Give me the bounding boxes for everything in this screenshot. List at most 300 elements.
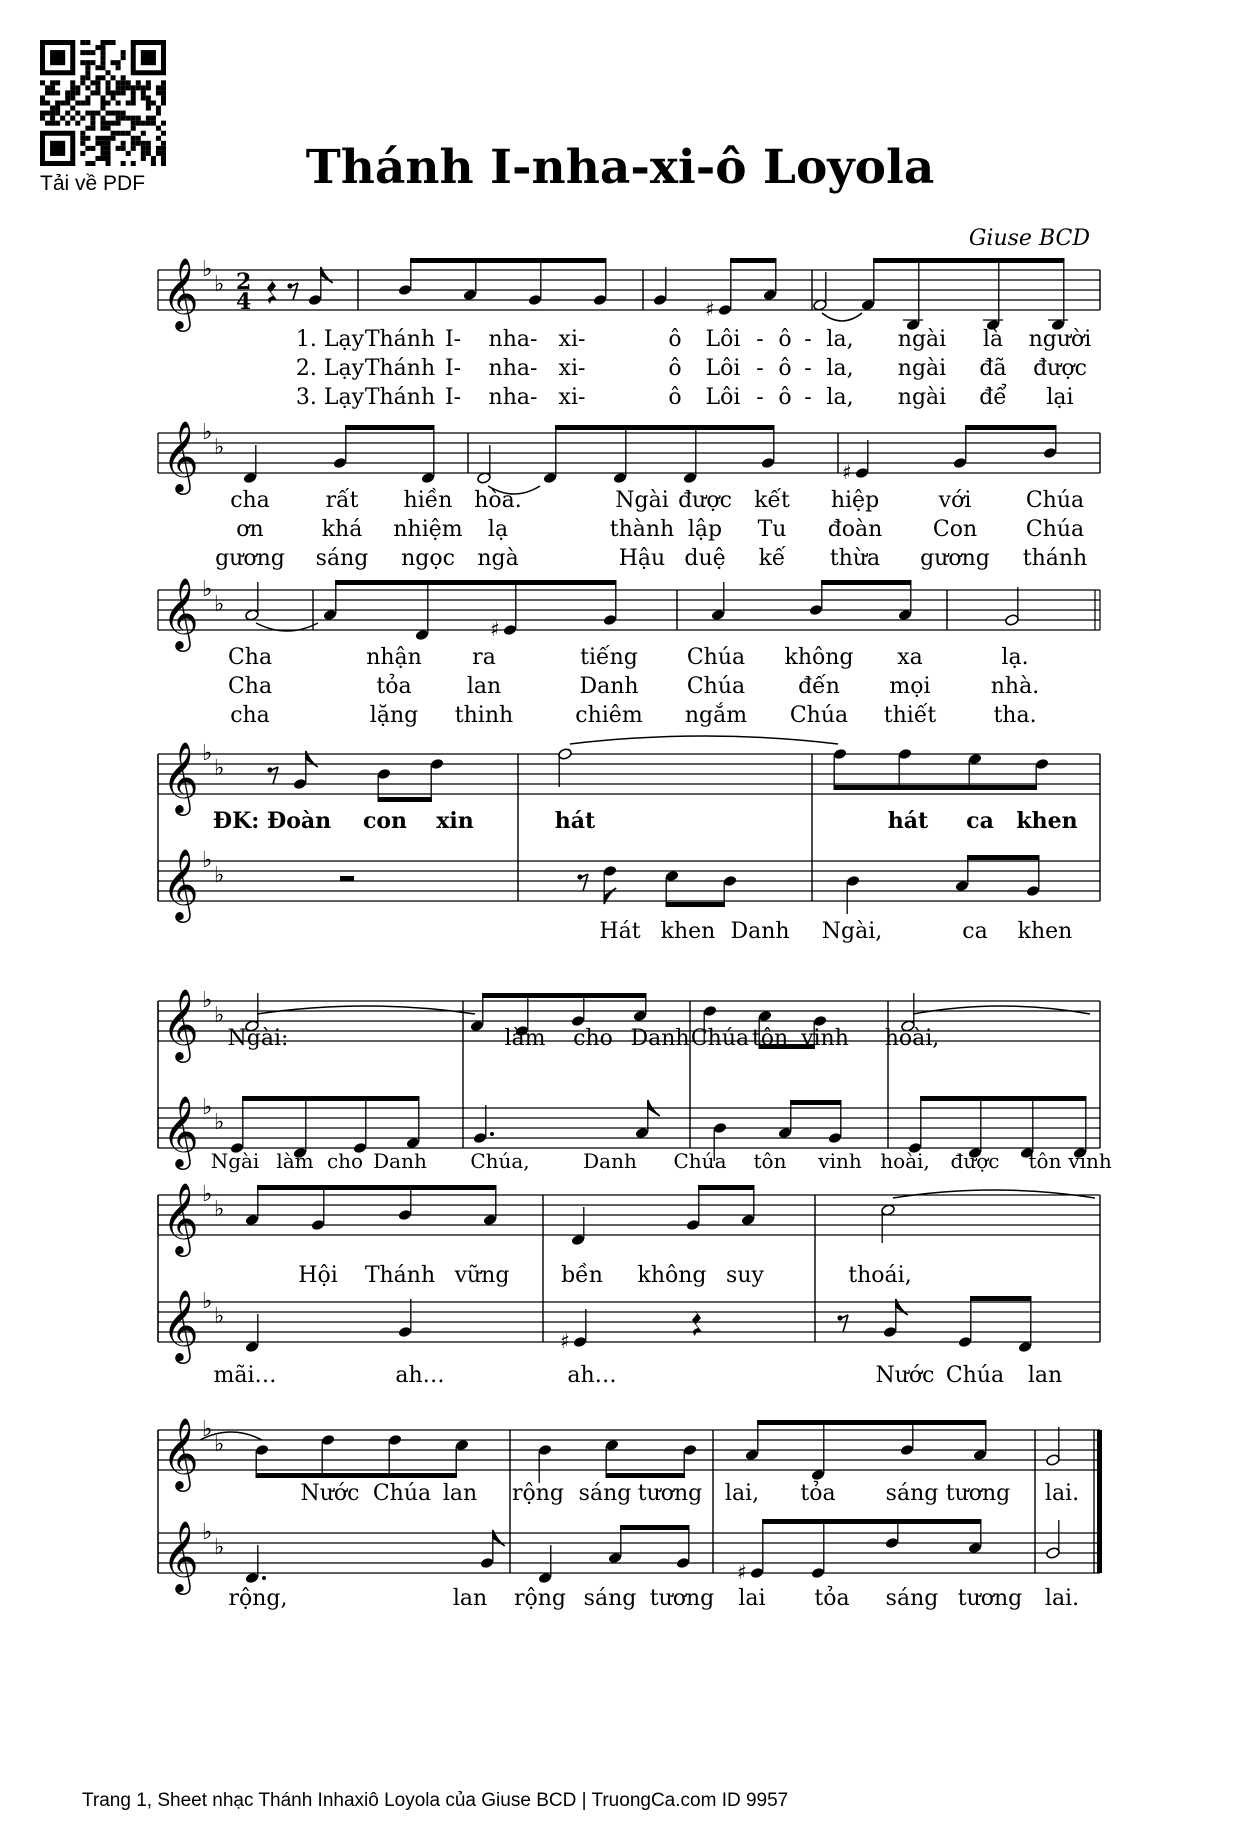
- note-head: [558, 748, 573, 761]
- note-head: [573, 1336, 588, 1349]
- lyric-syllable: lạ.: [1001, 645, 1029, 670]
- note-beam: [345, 425, 434, 430]
- lyric-syllable: bền: [561, 1263, 603, 1288]
- lyric-syllable: được: [1033, 356, 1087, 381]
- lyric-syllable: lan: [442, 1481, 478, 1506]
- note-head: [603, 614, 618, 627]
- note-head: [1043, 447, 1058, 460]
- note-head: [761, 457, 776, 470]
- lyric-syllable: la,: [826, 327, 854, 352]
- note-head: [811, 1567, 826, 1580]
- flat-icon: ♭: [202, 1095, 213, 1120]
- lyric-syllable: 3. Lạy: [295, 385, 365, 410]
- note-head: [243, 472, 258, 485]
- lyric-syllable: la,: [826, 385, 854, 410]
- treble-clef-icon: 𝄞: [162, 987, 199, 1060]
- lyric-syllable: sáng: [583, 1586, 637, 1611]
- note-head: [503, 624, 518, 637]
- lyric-syllable: Con: [932, 517, 978, 542]
- lyric-syllable: sáng: [885, 1481, 939, 1506]
- lyric-syllable: Thánh: [364, 327, 436, 352]
- lyric-syllable: được: [678, 488, 732, 513]
- note-head: [470, 1020, 485, 1033]
- lyric-syllable: hoài,: [880, 1149, 930, 1173]
- treble-clef-icon: 𝄞: [162, 1181, 199, 1254]
- note-beam: [257, 1185, 496, 1190]
- lyric-syllable: lai: [738, 1586, 766, 1611]
- lyric-syllable: nha-: [488, 327, 538, 352]
- lyric-syllable: tỏa: [814, 1586, 850, 1611]
- note-beam: [256, 1473, 457, 1478]
- lyric-syllable: Lôi: [705, 385, 741, 410]
- lyric-syllable: xa: [897, 645, 923, 670]
- lyric-syllable: hát: [554, 808, 596, 834]
- note-head: [593, 294, 608, 307]
- lyric-syllable: hiền: [403, 488, 453, 513]
- flat-icon: ♭: [202, 1289, 213, 1314]
- lyric-syllable: nha-: [488, 385, 538, 410]
- note-head: [745, 1449, 760, 1462]
- lyric-syllable: thánh: [1022, 546, 1088, 571]
- lyric-syllable: Chúa: [686, 674, 746, 699]
- note-head: [900, 1444, 915, 1457]
- note-head: [883, 1326, 898, 1339]
- treble-clef-icon: 𝄞: [162, 847, 199, 920]
- lyric-syllable: ô: [668, 327, 682, 352]
- note-head: [1018, 1341, 1033, 1354]
- note-head: [377, 768, 392, 781]
- lyric-syllable: tỏa: [376, 674, 412, 699]
- note-head: [898, 609, 913, 622]
- flat-icon: ♭: [214, 1110, 225, 1135]
- lyric-syllable: chiêm: [575, 703, 643, 728]
- flat-icon: ♭: [202, 1417, 213, 1442]
- lyric-syllable: là: [982, 327, 1004, 352]
- note-head: [778, 1127, 793, 1140]
- note-beam: [620, 1525, 689, 1530]
- lyric-syllable: kết: [754, 488, 790, 513]
- lyric-syllable: suy: [726, 1263, 764, 1288]
- sharp-icon: ♯: [705, 297, 715, 321]
- lyric-syllable: ngắm: [684, 703, 748, 728]
- note-head: [538, 1572, 553, 1585]
- page-footer: Trang 1, Sheet nhạc Thánh Inhaxiô Loyola của Giuse BCD | TruongCa.com ID 9957: [82, 1790, 789, 1811]
- lyric-syllable: ô: [778, 356, 792, 381]
- flat-icon: ♭: [214, 1304, 225, 1329]
- lyric-syllable: Ngài,: [821, 919, 883, 944]
- lyric-syllable: với: [938, 488, 972, 513]
- note-head: [605, 1439, 620, 1452]
- dot: [490, 1132, 494, 1136]
- flat-icon: ♭: [214, 592, 225, 617]
- lyric-syllable: ah…: [395, 1363, 445, 1388]
- flat-icon: ♭: [202, 1520, 213, 1545]
- lyric-syllable: sáng: [315, 546, 369, 571]
- note-head: [855, 467, 870, 480]
- composer-name: Giuse BCD: [968, 226, 1090, 251]
- lyric-syllable: tôn: [751, 1026, 789, 1051]
- lyric-syllable: lạ: [487, 517, 509, 542]
- lyric-syllable: Cha: [227, 645, 273, 670]
- flat-icon: ♭: [202, 257, 213, 282]
- note-head: [713, 1122, 728, 1135]
- note-head: [430, 758, 445, 771]
- note-head: [973, 1449, 988, 1462]
- note-head: [538, 1444, 553, 1457]
- tie: [257, 1006, 475, 1014]
- lyric-syllable: tỏa: [800, 1481, 836, 1506]
- lyric-syllable: vinh: [1068, 1149, 1112, 1173]
- note-beam: [834, 785, 1037, 790]
- sharp-icon: ♯: [490, 617, 500, 641]
- note-head: [308, 294, 323, 307]
- tie: [822, 313, 862, 321]
- flat-icon: ♭: [214, 756, 225, 781]
- flat-icon: ♭: [214, 1535, 225, 1560]
- lyric-syllable: -: [804, 327, 812, 352]
- note-head: [711, 609, 726, 622]
- note-head: [758, 1010, 773, 1023]
- sharp-icon: ♯: [842, 460, 852, 484]
- lyric-syllable: mọi: [889, 674, 931, 699]
- lyric-syllable: vinh: [801, 1026, 849, 1051]
- note-head: [245, 1214, 260, 1227]
- note-head: [833, 748, 848, 761]
- note-head: [480, 1557, 495, 1570]
- note-head: [245, 1341, 260, 1354]
- tie: [913, 1006, 1090, 1014]
- note-head: [898, 748, 913, 761]
- lyric-syllable: Thánh: [364, 356, 436, 381]
- lyric-syllable: Ngài: [210, 1149, 260, 1173]
- note-head: [483, 1214, 498, 1227]
- note-head: [811, 1469, 826, 1482]
- lyric-syllable: Chúa: [1025, 517, 1085, 542]
- lyric-syllable: mãi…: [213, 1363, 277, 1388]
- lyric-syllable: nhận: [366, 645, 422, 670]
- lyric-syllable: cho: [573, 1026, 613, 1051]
- lyric-syllable: -: [756, 327, 764, 352]
- note-head: [421, 472, 436, 485]
- lyric-syllable: Chúa: [686, 645, 746, 670]
- lyric-syllable: Ngài: [615, 488, 669, 513]
- lyric-syllable: tương: [945, 1481, 1011, 1506]
- flat-icon: ♭: [202, 1182, 213, 1207]
- treble-clef-icon: 𝄞: [162, 740, 199, 813]
- note-head: [477, 472, 492, 485]
- lyric-syllable: Nước: [875, 1363, 935, 1388]
- note-head: [958, 1336, 973, 1349]
- lyric-syllable: la,: [826, 356, 854, 381]
- lyric-syllable: khen: [660, 919, 716, 944]
- note-beam: [666, 902, 725, 907]
- note-head: [861, 299, 876, 312]
- flat-icon: ♭: [202, 420, 213, 445]
- lyric-syllable: hiệp: [830, 488, 880, 513]
- note-head: [323, 609, 338, 622]
- lyric-syllable: -: [756, 356, 764, 381]
- note-head: [571, 1234, 586, 1247]
- lyric-syllable: 2. Lạy: [295, 356, 365, 381]
- flat-icon: ♭: [214, 272, 225, 297]
- lyric-syllable: người: [1028, 327, 1092, 352]
- note-head: [245, 609, 260, 622]
- lyric-syllable: ra: [472, 645, 496, 670]
- lyric-syllable: xi-: [558, 327, 586, 352]
- note-head: [653, 294, 668, 307]
- lyric-syllable: Hội: [298, 1263, 338, 1288]
- note-head: [809, 604, 824, 617]
- tie: [570, 736, 838, 744]
- note-head: [1026, 885, 1041, 898]
- note-head: [665, 870, 680, 883]
- treble-clef-icon: 𝄞: [162, 1094, 199, 1167]
- lyric-syllable: ngài: [897, 327, 947, 352]
- note-beam: [873, 258, 1064, 263]
- note-head: [686, 1219, 701, 1232]
- lyric-syllable: sáng: [578, 1481, 632, 1506]
- lyric-syllable: nha-: [488, 356, 538, 381]
- lyric-syllable: tiếng: [580, 645, 638, 670]
- note-beam: [242, 1096, 419, 1101]
- note-head: [828, 1132, 843, 1145]
- note-head: [885, 1537, 900, 1550]
- flat-icon: ♭: [214, 1197, 225, 1222]
- lyric-syllable: Tu: [757, 517, 787, 542]
- lyric-syllable: thinh: [454, 703, 514, 728]
- lyric-syllable: ca: [966, 808, 994, 834]
- dot: [262, 1576, 266, 1580]
- note-head: [1046, 1454, 1061, 1467]
- note-head: [683, 1444, 698, 1457]
- lyric-syllable: hát: [887, 808, 929, 834]
- note-beam: [730, 258, 776, 263]
- note-head: [398, 1209, 413, 1222]
- lyric-syllable: thừa: [829, 546, 881, 571]
- lyric-syllable: khen: [1016, 808, 1078, 834]
- lyric-syllable: ngọc: [401, 546, 455, 571]
- lyric-syllable: Chúa,: [470, 1149, 530, 1173]
- half-rest-icon: [340, 876, 354, 881]
- lyric-syllable: rộng,: [228, 1586, 288, 1611]
- note-beam: [378, 797, 432, 802]
- note-head: [1046, 1547, 1061, 1560]
- lyric-syllable: ô: [778, 385, 792, 410]
- lyric-syllable: lai,: [724, 1481, 760, 1506]
- lyric-syllable: ô: [778, 327, 792, 352]
- note-head: [333, 457, 348, 470]
- note-head: [750, 1567, 765, 1580]
- note-head: [723, 875, 738, 888]
- lyric-syllable: làm: [504, 1026, 546, 1051]
- note-head: [718, 304, 733, 317]
- lyric-syllable: rộng: [511, 1481, 565, 1506]
- treble-clef-icon: 𝄞: [162, 256, 199, 329]
- lyric-syllable: -: [804, 385, 812, 410]
- lyric-syllable: Chúa: [945, 1363, 1005, 1388]
- lyric-syllable: lan: [1027, 1363, 1063, 1388]
- lyric-syllable: Chúa: [789, 703, 849, 728]
- lyric-syllable: cha: [230, 703, 270, 728]
- lyric-syllable: tương: [649, 1586, 715, 1611]
- note-head: [603, 865, 618, 878]
- lyric-syllable: -: [804, 356, 812, 381]
- lyric-syllable: lai.: [1044, 1481, 1080, 1506]
- flat-icon: ♭: [214, 1003, 225, 1028]
- lyric-syllable: lại: [1046, 385, 1074, 410]
- lyric-syllable: Ngài:: [227, 1026, 289, 1051]
- lyric-syllable: tha.: [993, 703, 1037, 728]
- download-pdf-label[interactable]: Tải về PDF: [40, 172, 146, 195]
- lyric-syllable: ơn: [236, 517, 264, 542]
- lyric-syllable: nhiệm: [393, 517, 463, 542]
- note-head: [763, 289, 778, 302]
- lyric-syllable: tương: [957, 1586, 1023, 1611]
- note-beam: [698, 1185, 754, 1190]
- lyric-syllable: không: [784, 645, 854, 670]
- lyric-syllable: nhà.: [990, 674, 1040, 699]
- lyric-syllable: thoái,: [848, 1263, 912, 1288]
- note-beam: [335, 580, 616, 585]
- song-title: Thánh I-nha-xi-ô Loyola: [305, 140, 935, 195]
- note-head: [245, 1572, 260, 1585]
- lyric-syllable: lặng: [369, 703, 419, 728]
- lyric-syllable: duệ: [684, 546, 726, 571]
- lyric-syllable: I-: [444, 327, 462, 352]
- note-head: [311, 1219, 326, 1232]
- note-head: [955, 880, 970, 893]
- note-beam: [555, 425, 774, 430]
- note-head: [415, 629, 430, 642]
- note-head: [881, 1204, 896, 1217]
- lyric-syllable: hòa.: [474, 488, 522, 513]
- note-head: [968, 1542, 983, 1555]
- time-signature-top: 2: [236, 269, 252, 295]
- note-head: [633, 1010, 648, 1023]
- lyric-syllable: -: [756, 385, 764, 410]
- note-head: [813, 299, 828, 312]
- lyric-syllable: lan: [452, 1586, 488, 1611]
- note-head: [635, 1127, 650, 1140]
- note-head: [455, 1439, 470, 1452]
- lyric-syllable: kế: [758, 546, 786, 571]
- flat-icon: ♭: [214, 435, 225, 460]
- note-head: [543, 472, 558, 485]
- note-head: [741, 1214, 756, 1227]
- note-head: [398, 1326, 413, 1339]
- lyric-syllable: đã: [979, 356, 1007, 381]
- lyric-syllable: đoàn: [827, 517, 883, 542]
- lyric-syllable: con: [362, 808, 408, 834]
- lyric-syllable: Chúa: [673, 1149, 727, 1173]
- lyric-syllable: sáng: [885, 1586, 939, 1611]
- lyric-syllable: khen: [1017, 919, 1073, 944]
- note-beam: [965, 425, 1056, 430]
- flat-icon: ♭: [202, 848, 213, 873]
- tie: [893, 1190, 1095, 1198]
- flat-icon: ♭: [202, 577, 213, 602]
- lyric-syllable: ca: [962, 919, 988, 944]
- note-head: [321, 1434, 336, 1447]
- note-head: [613, 472, 628, 485]
- note-head: [1005, 614, 1020, 627]
- note-head: [846, 875, 861, 888]
- lyric-syllable: rộng: [513, 1586, 567, 1611]
- lyric-syllable: làm: [276, 1149, 314, 1173]
- lyric-syllable: tương: [637, 1481, 703, 1506]
- lyric-syllable: Hậu: [618, 546, 666, 571]
- lyric-syllable: lập: [687, 517, 723, 542]
- flat-icon: ♭: [214, 1432, 225, 1457]
- treble-clef-icon: 𝄞: [162, 1416, 199, 1489]
- note-beam: [970, 1296, 1031, 1301]
- lyric-syllable: Lôi: [705, 356, 741, 381]
- lyric-syllable: ngài: [897, 356, 947, 381]
- lyric-syllable: I-: [444, 385, 462, 410]
- lyric-syllable: xin: [436, 808, 474, 834]
- note-head: [463, 289, 478, 302]
- lyric-syllable: gương: [215, 546, 285, 571]
- lyric-syllable: ngà: [477, 546, 519, 571]
- note-head: [255, 1444, 270, 1457]
- note-head: [703, 1005, 718, 1018]
- note-head: [953, 457, 968, 470]
- note-head: [683, 472, 698, 485]
- note-beam: [920, 1096, 1086, 1101]
- sharp-icon: ♯: [737, 1560, 747, 1584]
- note-head: [1035, 758, 1050, 771]
- lyric-syllable: đến: [798, 674, 840, 699]
- lyric-syllable: ô: [668, 356, 682, 381]
- lyric-syllable: ô: [668, 385, 682, 410]
- lyric-syllable: Hát: [599, 919, 641, 944]
- note-beam: [762, 1519, 981, 1524]
- note-beam: [410, 258, 606, 263]
- note-beam: [821, 580, 911, 585]
- flat-icon: ♭: [202, 988, 213, 1013]
- lyric-syllable: lan: [466, 674, 502, 699]
- flat-icon: ♭: [214, 863, 225, 888]
- lyric-syllable: Cha: [227, 674, 273, 699]
- treble-clef-icon: 𝄞: [162, 1519, 199, 1592]
- lyric-syllable: ĐK: Đoàn: [212, 808, 332, 834]
- lyric-syllable: I-: [444, 356, 462, 381]
- lyric-syllable: ah…: [567, 1363, 617, 1388]
- lyric-syllable: cho: [326, 1149, 364, 1173]
- lyric-syllable: vinh: [818, 1149, 862, 1173]
- lyric-syllable: ngài: [897, 385, 947, 410]
- lyric-syllable: tôn: [1028, 1149, 1062, 1173]
- note-beam: [482, 993, 646, 998]
- treble-clef-icon: 𝄞: [162, 1288, 199, 1361]
- note-beam: [967, 855, 1039, 860]
- note-beam: [606, 1473, 685, 1478]
- lyric-syllable: gương: [920, 546, 990, 571]
- lyric-syllable: Danh: [583, 1149, 637, 1173]
- note-beam: [757, 1420, 986, 1425]
- lyric-syllable: lai.: [1044, 1586, 1080, 1611]
- lyric-syllable: xi-: [558, 385, 586, 410]
- flat-icon: ♭: [202, 741, 213, 766]
- lyric-syllable: Thánh: [364, 1263, 436, 1288]
- lyric-syllable: để: [979, 385, 1007, 410]
- note-head: [398, 284, 413, 297]
- final-barline: [1097, 1430, 1102, 1573]
- time-signature-bottom: 4: [236, 289, 252, 315]
- lyric-syllable: 1. Lạy: [295, 327, 365, 352]
- note-head: [528, 294, 543, 307]
- lyric-syllable: khá: [321, 517, 363, 542]
